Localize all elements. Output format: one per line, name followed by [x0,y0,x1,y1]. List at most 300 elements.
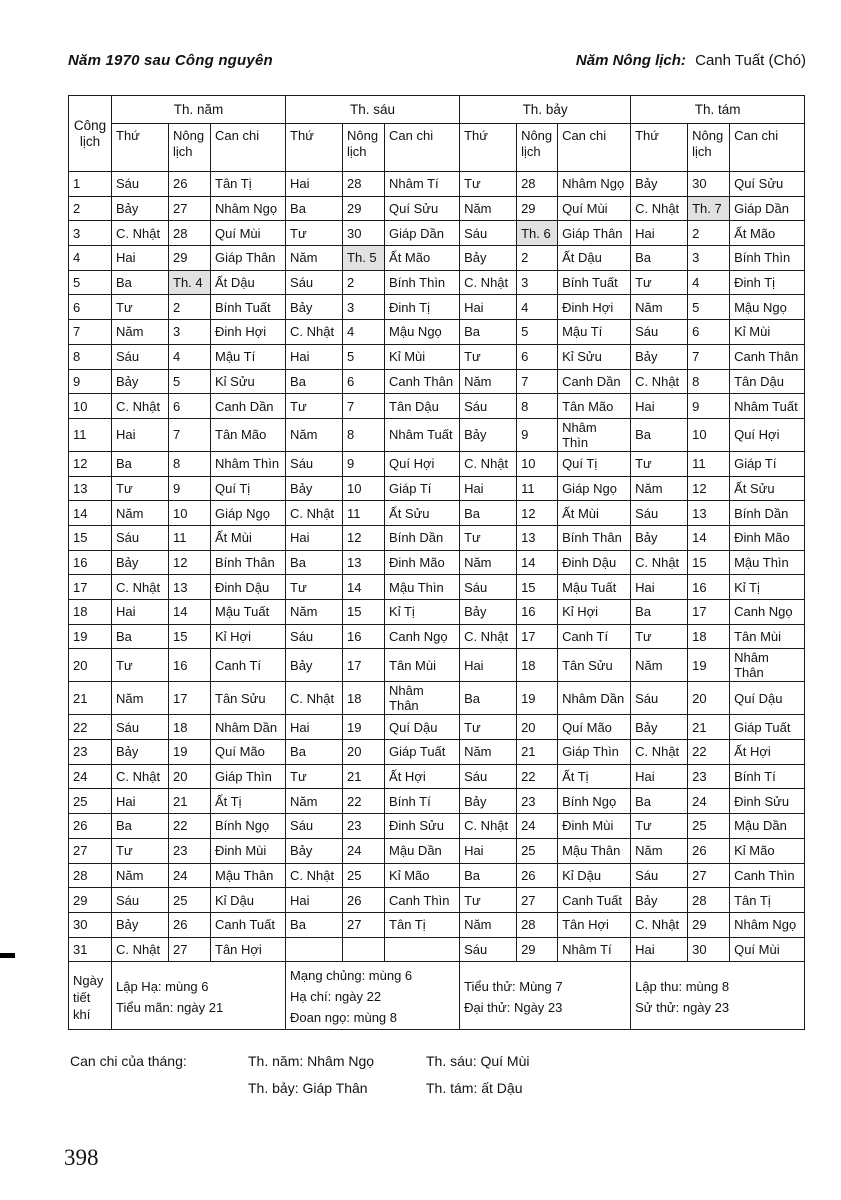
canchi-cell: Giáp Thân [211,246,286,271]
weekday-cell: Tư [286,764,343,789]
canchi-cell: Mậu Ngọ [730,295,805,320]
canchi-cell: Kỉ Tị [730,575,805,600]
canchi-cell: Kỉ Dậu [558,863,631,888]
weekday-cell: Bảy [112,550,169,575]
lunar-day-cell: 10 [688,418,730,451]
lunar-header: Nông lịch [688,124,730,172]
canchi-cell: Giáp Ngọ [211,501,286,526]
weekday-cell: Năm [112,863,169,888]
weekday-cell: Năm [631,838,688,863]
lunar-day-cell: 15 [688,550,730,575]
lunar-day-cell: 24 [169,863,211,888]
table-row [69,221,805,246]
lunar-day-cell: 27 [688,863,730,888]
weekday-cell: Hai [460,295,517,320]
weekday-cell: Năm [631,476,688,501]
month-group-header-1: Th. năm [112,96,286,124]
weekday-cell: C. Nhật [286,320,343,345]
lunar-day-cell: 29 [517,196,558,221]
lunar-day-cell: 22 [517,764,558,789]
lunar-day-cell: 26 [688,838,730,863]
weekday-cell: Tư [631,270,688,295]
canchi-cell: Ất Hợi [730,740,805,765]
canchi-cell: Nhâm Tí [385,172,460,197]
weekday-cell: Năm [460,740,517,765]
solar-day-cell: 1 [69,172,112,197]
lunar-day-cell: 30 [688,937,730,962]
lunar-day-cell: 30 [343,221,385,246]
canchi-header: Can chi [558,124,631,172]
solar-day-cell: 14 [69,501,112,526]
table-row [69,196,805,221]
month-canchi-footer [70,1053,529,1096]
lunar-day-cell: 5 [343,344,385,369]
canchi-cell: Tân Tị [385,912,460,937]
weekday-cell: C. Nhật [286,863,343,888]
lunar-day-cell: 16 [343,624,385,649]
canchi-cell: Bính Dần [385,525,460,550]
footer-entry: Th. năm: Nhâm Ngọ [248,1053,375,1069]
lunar-year-title [576,52,806,69]
table-row [69,394,805,419]
table-row [69,295,805,320]
solar-day-cell: 10 [69,394,112,419]
lunar-day-cell: 27 [517,888,558,913]
weekday-cell: Tư [631,624,688,649]
weekday-cell: Ba [112,451,169,476]
weekday-cell: Hai [460,649,517,682]
solar-day-cell: 3 [69,221,112,246]
weekday-cell: Tư [460,525,517,550]
canchi-cell: Đinh Mùi [211,838,286,863]
canchi-cell: Đinh Sửu [385,814,460,839]
lunar-day-cell: 12 [517,501,558,526]
weekday-cell: Bảy [460,789,517,814]
canchi-cell: Đinh Sửu [730,789,805,814]
lunar-day-cell: 29 [517,937,558,962]
lunar-day-cell: 14 [343,575,385,600]
lunar-day-cell: 28 [517,172,558,197]
weekday-cell: Ba [112,624,169,649]
canchi-cell: Quí Mùi [730,937,805,962]
weekday-cell: Hai [286,172,343,197]
table-row [69,172,805,197]
table-row [69,937,805,962]
page-number: 398 [64,1145,99,1170]
canchi-cell: Giáp Dần [730,196,805,221]
weekday-cell: Sáu [112,344,169,369]
lunar-day-cell: 28 [517,912,558,937]
weekday-cell: Năm [631,649,688,682]
weekday-cell: C. Nhật [112,221,169,246]
lunar-day-cell: 5 [169,369,211,394]
weekday-cell: Tư [460,715,517,740]
weekday-header: Thứ [112,124,169,172]
lunar-day-cell: 15 [343,600,385,625]
weekday-cell: Tư [286,394,343,419]
footer-label: Can chi của tháng: [70,1053,187,1069]
weekday-cell: Sáu [286,451,343,476]
canchi-cell: Đinh Hợi [211,320,286,345]
solar-day-cell: 12 [69,451,112,476]
weekday-cell: Hai [286,715,343,740]
lunar-day-cell: 8 [343,418,385,451]
table-row [69,525,805,550]
canchi-cell: Tân Mùi [385,649,460,682]
solar-day-cell: 7 [69,320,112,345]
table-row [69,863,805,888]
tietkhi-cell-4 [631,962,805,1030]
weekday-cell: Bảy [631,172,688,197]
canchi-cell: Tân Mão [558,394,631,419]
lunar-day-cell: 17 [343,649,385,682]
lunar-day-cell: Th. 5 [343,246,385,271]
lunar-day-cell: 26 [517,863,558,888]
lunar-day-cell: 9 [169,476,211,501]
canchi-cell: Đinh Dậu [558,550,631,575]
canchi-cell: Giáp Thân [558,221,631,246]
weekday-cell: Tư [112,838,169,863]
weekday-cell: Sáu [631,863,688,888]
lunar-day-cell: 12 [688,476,730,501]
canchi-cell: Đinh Tị [385,295,460,320]
weekday-cell: Ba [631,246,688,271]
lunar-day-cell: 15 [517,575,558,600]
canchi-cell: Ất Tị [558,764,631,789]
lunar-day-cell: 19 [688,649,730,682]
canchi-cell: Đinh Mão [385,550,460,575]
lunar-day-cell: 7 [343,394,385,419]
canchi-cell: Ất Mùi [211,525,286,550]
lunar-day-cell: 19 [169,740,211,765]
lunar-day-cell: 22 [169,814,211,839]
canchi-cell: Tân Tị [730,888,805,913]
canchi-cell: Canh Dần [558,369,631,394]
table-row [69,789,805,814]
canchi-cell: Giáp Tuất [385,740,460,765]
canchi-cell: Canh Thân [730,344,805,369]
weekday-cell: Ba [286,740,343,765]
canchi-cell: Bính Tuất [558,270,631,295]
weekday-cell: C. Nhật [286,682,343,715]
weekday-cell: Bảy [286,295,343,320]
lunar-day-cell: 24 [688,789,730,814]
canchi-cell: Tân Sửu [558,649,631,682]
lunar-header: Nông lịch [343,124,385,172]
lunar-day-cell: 16 [688,575,730,600]
lunar-day-cell: 21 [169,789,211,814]
weekday-cell: C. Nhật [112,764,169,789]
weekday-cell: Sáu [631,320,688,345]
lunar-day-cell: 9 [688,394,730,419]
canchi-header: Can chi [730,124,805,172]
lunar-day-cell: 3 [517,270,558,295]
lunar-header: Nông lịch [169,124,211,172]
canchi-cell: Tân Tị [211,172,286,197]
footer-entry: Th. sáu: Quí Mùi [426,1053,530,1069]
weekday-cell: Ba [286,369,343,394]
lunar-day-cell: 14 [517,550,558,575]
lunar-year-label: Năm Nông lịch: [575,52,686,69]
table-row [69,838,805,863]
canchi-cell: Quí Hợi [730,418,805,451]
weekday-cell: Hai [286,888,343,913]
weekday-cell: Tư [286,575,343,600]
tietkhi-cell-2 [286,962,460,1030]
lunar-day-cell: Th. 6 [517,221,558,246]
canchi-cell: Quí Hợi [385,451,460,476]
canchi-cell: Bính Tí [385,789,460,814]
weekday-cell: C. Nhật [631,740,688,765]
lunar-day-cell: 17 [688,600,730,625]
solar-day-cell: 4 [69,246,112,271]
solar-day-cell: 31 [69,937,112,962]
weekday-cell: Tư [460,172,517,197]
weekday-cell: Sáu [631,501,688,526]
lunar-day-cell: 12 [343,525,385,550]
canchi-cell: Kỉ Dậu [211,888,286,913]
weekday-cell: C. Nhật [460,451,517,476]
weekday-cell: Sáu [460,764,517,789]
tietkhi-cell-1 [112,962,286,1030]
canchi-cell: Ất Mão [730,221,805,246]
canchi-cell: Nhâm Dần [558,682,631,715]
table-row [69,912,805,937]
lunar-day-cell: 13 [343,550,385,575]
canchi-cell: Kỉ Tị [385,600,460,625]
canchi-header: Can chi [211,124,286,172]
lunar-day-cell: 26 [169,172,211,197]
canchi-cell: Kỉ Sửu [558,344,631,369]
table-row [69,451,805,476]
lunar-day-cell: 22 [343,789,385,814]
month-group-header-2: Th. sáu [286,96,460,124]
tietkhi-entry: Lập Hạ: mùng 6 [116,978,209,994]
weekday-cell: Năm [460,912,517,937]
weekday-cell: Tư [460,888,517,913]
lunar-day-cell: 11 [517,476,558,501]
weekday-cell: Hai [631,394,688,419]
weekday-header: Thứ [460,124,517,172]
weekday-cell: Bảy [460,246,517,271]
table-row [69,320,805,345]
weekday-cell: Ba [286,550,343,575]
lunar-day-cell [343,937,385,962]
weekday-cell: Hai [631,221,688,246]
lunar-day-cell: Th. 7 [688,196,730,221]
canchi-cell: Đinh Hợi [558,295,631,320]
canchi-cell: Quí Mùi [211,221,286,246]
weekday-cell: Bảy [631,344,688,369]
solar-day-cell: 5 [69,270,112,295]
weekday-cell: Năm [112,682,169,715]
table-row [69,476,805,501]
lunar-day-cell: 8 [688,369,730,394]
lunar-day-cell: 25 [517,838,558,863]
table-row [69,715,805,740]
canchi-cell: Ất Dậu [558,246,631,271]
weekday-cell: Sáu [460,394,517,419]
weekday-cell: C. Nhật [631,912,688,937]
table-row [69,270,805,295]
canchi-cell: Giáp Tí [730,451,805,476]
canchi-cell: Giáp Ngọ [558,476,631,501]
solar-day-cell: 23 [69,740,112,765]
weekday-cell: Năm [286,418,343,451]
weekday-cell [286,937,343,962]
weekday-cell: Hai [286,525,343,550]
weekday-cell: Hai [112,600,169,625]
lunar-day-cell: 23 [688,764,730,789]
lunar-day-cell: 4 [517,295,558,320]
weekday-cell: Ba [631,789,688,814]
tietkhi-cell-3 [460,962,631,1030]
weekday-cell: Ba [631,418,688,451]
solar-day-cell: 15 [69,525,112,550]
canchi-cell: Quí Tị [558,451,631,476]
lunar-day-cell: 17 [517,624,558,649]
canchi-cell: Canh Dần [211,394,286,419]
lunar-day-cell: 13 [169,575,211,600]
canchi-cell: Canh Thân [385,369,460,394]
weekday-cell: Tư [112,476,169,501]
canchi-cell: Mậu Thìn [730,550,805,575]
month-group-header-4: Th. tám [631,96,805,124]
tietkhi-entry: Tiểu mãn: ngày 21 [116,999,224,1015]
canchi-cell: Mậu Thân [211,863,286,888]
weekday-cell: Ba [631,600,688,625]
footer-spacer [70,1080,248,1096]
lunar-day-cell: 15 [169,624,211,649]
canchi-cell: Kỉ Mão [385,863,460,888]
tietkhi-entry: Đoan ngọ: mùng 8 [290,1010,397,1026]
canchi-cell: Kỉ Mùi [385,344,460,369]
canchi-cell: Mậu Dần [730,814,805,839]
lunar-day-cell: 22 [688,740,730,765]
weekday-cell: Bảy [631,525,688,550]
weekday-cell: Sáu [460,575,517,600]
canchi-cell: Giáp Thìn [211,764,286,789]
lunar-day-cell: 11 [169,525,211,550]
weekday-cell: Bảy [631,888,688,913]
lunar-day-cell: 29 [688,912,730,937]
lunar-day-cell: 27 [169,937,211,962]
lunar-day-cell: 4 [169,344,211,369]
weekday-cell: Bảy [112,196,169,221]
weekday-cell: Năm [112,501,169,526]
canchi-cell: Giáp Tuất [730,715,805,740]
lunar-day-cell: 25 [169,888,211,913]
lunar-day-cell: 13 [517,525,558,550]
lunar-day-cell: 18 [517,649,558,682]
solar-day-cell: 16 [69,550,112,575]
canchi-cell: Mậu Tuất [211,600,286,625]
margin-mark [0,953,15,958]
lunar-day-cell: 24 [343,838,385,863]
weekday-cell: Bảy [112,740,169,765]
weekday-cell: Năm [460,196,517,221]
corner-header: Công lịch [69,96,112,172]
canchi-cell: Tân Dậu [385,394,460,419]
lunar-day-cell: 26 [343,888,385,913]
lunar-day-cell: 6 [343,369,385,394]
lunar-day-cell: 7 [517,369,558,394]
canchi-cell: Nhâm Thìn [558,418,631,451]
table-row [69,550,805,575]
tietkhi-entry: Mạng chủng: mùng 6 [290,968,413,984]
footer-entry: Th. tám: ất Dậu [426,1080,523,1096]
lunar-day-cell: 2 [343,270,385,295]
weekday-cell: Năm [286,600,343,625]
weekday-cell: Ba [286,196,343,221]
lunar-day-cell: 14 [169,600,211,625]
canchi-cell: Giáp Dần [385,221,460,246]
canchi-cell: Kỉ Sửu [211,369,286,394]
canchi-cell: Nhâm Thân [385,682,460,715]
canchi-cell: Ất Hợi [385,764,460,789]
weekday-cell: Sáu [631,682,688,715]
canchi-cell: Quí Mão [211,740,286,765]
lunar-day-cell: 4 [343,320,385,345]
solar-day-cell: 17 [69,575,112,600]
solar-day-cell: 11 [69,418,112,451]
lunar-day-cell: 3 [688,246,730,271]
tietkhi-row [69,962,805,1030]
table-row [69,888,805,913]
canchi-cell: Nhâm Ngọ [558,172,631,197]
canchi-cell: Quí Mùi [558,196,631,221]
lunar-day-cell: 18 [688,624,730,649]
tietkhi-entry: Tiểu thử: Mùng 7 [464,978,563,994]
weekday-cell: Năm [460,369,517,394]
weekday-cell: Sáu [112,172,169,197]
canchi-cell: Bính Tuất [211,295,286,320]
table-row [69,344,805,369]
calendar-table [68,95,805,1030]
table-row [69,246,805,271]
weekday-cell: Năm [286,789,343,814]
solar-day-cell: 21 [69,682,112,715]
lunar-day-cell: 28 [169,221,211,246]
solar-day-cell: 13 [69,476,112,501]
lunar-day-cell: 21 [688,715,730,740]
lunar-day-cell: 21 [517,740,558,765]
canchi-cell: Mậu Tí [558,320,631,345]
solar-day-cell: 22 [69,715,112,740]
solar-day-cell: 28 [69,863,112,888]
weekday-cell: Bảy [286,476,343,501]
weekday-cell: C. Nhật [631,550,688,575]
lunar-day-cell: 19 [517,682,558,715]
tietkhi-label: Ngày tiết khí [69,962,112,1030]
lunar-day-cell: 2 [688,221,730,246]
canchi-cell: Bính Thân [558,525,631,550]
weekday-cell: Bảy [460,418,517,451]
lunar-day-cell: 20 [169,764,211,789]
lunar-day-cell: 19 [343,715,385,740]
lunar-day-cell: 6 [688,320,730,345]
weekday-header: Thứ [631,124,688,172]
lunar-day-cell: 25 [688,814,730,839]
canchi-cell: Ất Dậu [211,270,286,295]
canchi-cell: Quí Dậu [385,715,460,740]
weekday-cell: C. Nhật [631,369,688,394]
canchi-cell: Giáp Thìn [558,740,631,765]
canchi-cell: Tân Hợi [211,937,286,962]
lunar-day-cell: 23 [169,838,211,863]
canchi-cell: Quí Tị [211,476,286,501]
weekday-cell: Năm [286,246,343,271]
